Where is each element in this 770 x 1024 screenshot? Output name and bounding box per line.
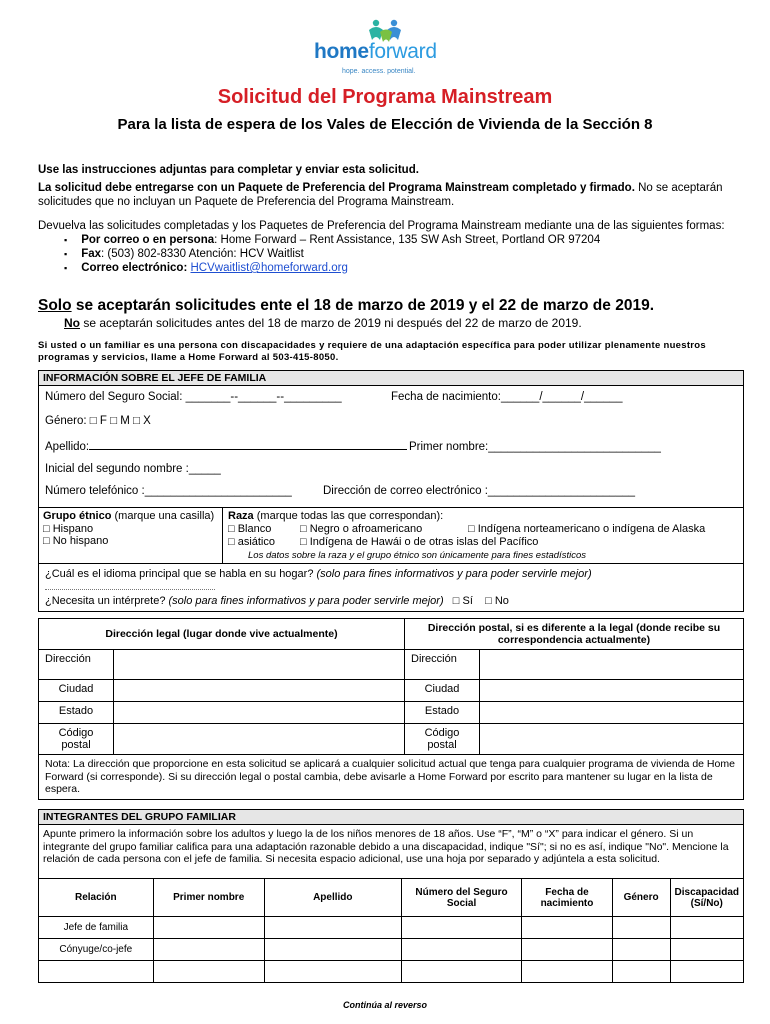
email-field[interactable]: Dirección de correo electrónico :_______________________ bbox=[323, 485, 636, 497]
cell-input[interactable] bbox=[670, 961, 743, 983]
table-row bbox=[39, 917, 744, 939]
ethnicity-hispanic-checkbox[interactable]: □ Hispano bbox=[43, 522, 94, 535]
col-ssn: Número del Seguro Social bbox=[401, 879, 521, 917]
cell-input[interactable] bbox=[264, 961, 401, 983]
cell-input[interactable] bbox=[153, 961, 264, 983]
interpreter-yes-checkbox[interactable]: □ Sí bbox=[452, 595, 473, 607]
race-asian-checkbox[interactable]: □ asiático bbox=[228, 535, 275, 548]
cell-input[interactable] bbox=[670, 917, 743, 939]
head-of-household-section bbox=[38, 370, 744, 612]
last-name-field[interactable]: Apellido: bbox=[45, 441, 407, 453]
postal-zip-label: Código postal bbox=[405, 724, 480, 755]
col-first-name: Primer nombre bbox=[153, 879, 264, 917]
method-fax: ▪ Fax: (503) 802-8330 Atención: HCV Waitlist bbox=[64, 247, 748, 261]
return-methods: Devuelva las solicitudes completadas y los Paquetes de Preferencia del Programa Mainstream mediante una de las siguientes formas: ▪ Por correo o en persona: Home Forward – Rent Assistance, 135 SW Ash Street, Portland OR 97204 ▪ Fax: (503) 802-8330 Atención: HCV Waitlist ▪ Correo electrónico: HCVwaitlist@homeforward.org bbox=[38, 219, 748, 275]
disability-notice: Si usted o un familiar es una persona con discapacidades y requiere de una adaptación específica para poder utilizar plenamente nuestros programas y servicios, llame a Home Forward al 503-415-8050. bbox=[38, 340, 706, 363]
page-subtitle: Para la lista de espera de los Vales de Elección de Vivienda de la Sección 8 bbox=[117, 116, 653, 133]
cell-input[interactable] bbox=[612, 917, 670, 939]
address-table bbox=[38, 618, 744, 800]
date-restriction: No se aceptarán solicitudes antes del 18 de marzo de 2019 ni después del 22 de marzo de 2019. bbox=[64, 316, 582, 330]
cell-input[interactable] bbox=[153, 939, 264, 961]
phone-field[interactable]: Número telefónico :_______________________ bbox=[45, 485, 292, 497]
cell-input[interactable] bbox=[670, 939, 743, 961]
legal-zip-label: Código postal bbox=[39, 724, 114, 755]
cell-input[interactable] bbox=[612, 961, 670, 983]
language-question[interactable]: ¿Cuál es el idioma principal que se habla en su hogar? (solo para fines informativos y para poder servirle mejor) bbox=[45, 568, 592, 580]
section-header: INFORMACIÓN SOBRE EL JEFE DE FAMILIA bbox=[39, 371, 743, 386]
logo-tagline: hope. access. potential. bbox=[342, 68, 416, 75]
household-instructions: Apunte primero la información sobre los adultos y luego la de los niños menores de 18 años. Use “F”, “M” o “X” para indicar el género. Si un integrante del grupo familiar califica para una adaptación razonable debido a una discapacidad, indique "Sí"; si no es así, indique "No". Mencione la relación de cada persona con el jefe de familia. Si necesita espacio adicional, use una hoja por separado y adjúntela a esta solicitud. bbox=[43, 828, 729, 865]
postal-state-label: Estado bbox=[405, 702, 480, 724]
race-native-american-checkbox[interactable]: □ Indígena norteamericano o indígena de Alaska bbox=[468, 522, 706, 535]
cell-input[interactable] bbox=[264, 917, 401, 939]
postal-address-header: Dirección postal, si es diferente a la legal (donde recibe su correspondencia actualmente) bbox=[405, 619, 744, 650]
cell-input[interactable] bbox=[522, 939, 612, 961]
race-group: Raza (marque todas las que correspondan): □ Blanco □ Negro o afroamericano □ Indígena norteamericano o indígena de Alaska □ asiático □ Indígena de Hawái o de otras islas del Pacífico Los datos sobre la raza y el grupo étnico son únicamente para fines estadísticos bbox=[228, 510, 740, 562]
intro-instructions: Use las instrucciones adjuntas para completar y enviar esta solicitud. bbox=[38, 164, 419, 176]
legal-city-label: Ciudad bbox=[39, 680, 114, 702]
row-relation-label[interactable] bbox=[39, 961, 154, 983]
row-relation-label: Cónyuge/co-jefe bbox=[39, 939, 154, 961]
interpreter-question: ¿Necesita un intérprete? (solo para fines informativos y para poder servirle mejor) □ Sí □ No bbox=[45, 595, 509, 607]
first-name-field[interactable]: Primer nombre:___________________________ bbox=[409, 441, 661, 453]
ethnicity-non-hispanic-checkbox[interactable]: □ No hispano bbox=[43, 535, 109, 547]
race-white-checkbox[interactable]: □ Blanco bbox=[228, 522, 272, 535]
row-relation-label: Jefe de familia bbox=[39, 917, 154, 939]
postal-state-input[interactable] bbox=[480, 702, 744, 724]
postal-street-input[interactable] bbox=[480, 650, 744, 680]
race-pacific-islander-checkbox[interactable]: □ Indígena de Hawái o de otras islas del Pacífico bbox=[300, 535, 539, 548]
cell-input[interactable] bbox=[522, 961, 612, 983]
legal-city-input[interactable] bbox=[114, 680, 405, 702]
col-dob: Fecha de nacimiento bbox=[522, 879, 612, 917]
household-section bbox=[38, 809, 744, 879]
cell-input[interactable] bbox=[612, 939, 670, 961]
col-gender: Género bbox=[612, 879, 670, 917]
language-answer-line[interactable] bbox=[45, 589, 215, 590]
cell-input[interactable] bbox=[522, 917, 612, 939]
legal-state-input[interactable] bbox=[114, 702, 405, 724]
address-note: Nota: La dirección que proporcione en esta solicitud se aplicará a cualquier solicitud actual que tenga para cualquier programa de vivienda de Home Forward (si corresponde). Si su dirección legal o postal cambia, debe avisarle a Home Forward por escrito para mantener su lugar en la lista de espera. bbox=[39, 755, 744, 800]
household-table bbox=[38, 878, 744, 983]
gender-field[interactable]: Género: □ F □ M □ X bbox=[45, 415, 151, 427]
postal-street-label: Dirección bbox=[405, 650, 480, 680]
postal-zip-input[interactable] bbox=[480, 724, 744, 755]
divider bbox=[222, 507, 223, 563]
middle-initial-field[interactable]: Inicial del segundo nombre :_____ bbox=[45, 463, 221, 475]
race-black-checkbox[interactable]: □ Negro o afroamericano bbox=[300, 522, 423, 535]
logo-wordmark: homeforward bbox=[314, 40, 437, 63]
method-mail: ▪ Por correo o en persona: Home Forward – Rent Assistance, 135 SW Ash Street, Portland OR 97204 bbox=[64, 233, 748, 247]
legal-street-input[interactable] bbox=[114, 650, 405, 680]
col-last-name: Apellido bbox=[264, 879, 401, 917]
legal-zip-input[interactable] bbox=[114, 724, 405, 755]
legal-state-label: Estado bbox=[39, 702, 114, 724]
cell-input[interactable] bbox=[153, 917, 264, 939]
ssn-field[interactable]: Número del Seguro Social: _______--______--_________ bbox=[45, 391, 342, 403]
household-header: INTEGRANTES DEL GRUPO FAMILIAR bbox=[39, 810, 743, 825]
page-footer: Continúa al reverso bbox=[342, 1000, 428, 1010]
col-relation: Relación bbox=[39, 879, 154, 917]
race-footnote: Los datos sobre la raza y el grupo étnico son únicamente para fines estadísticos bbox=[248, 549, 586, 561]
divider bbox=[39, 507, 743, 508]
postal-city-label: Ciudad bbox=[405, 680, 480, 702]
cell-input[interactable] bbox=[401, 917, 521, 939]
ethnicity-group: Grupo étnico (marque una casilla) □ Hispano □ No hispano bbox=[43, 510, 218, 548]
dob-field[interactable]: Fecha de nacimiento:______/______/______ bbox=[391, 391, 623, 403]
cell-input[interactable] bbox=[264, 939, 401, 961]
legal-street-label: Dirección bbox=[39, 650, 114, 680]
cell-input[interactable] bbox=[401, 961, 521, 983]
page-title: Solicitud del Programa Mainstream bbox=[217, 86, 553, 108]
intro-requirement: La solicitud debe entregarse con un Paquete de Preferencia del Programa Mainstream completado y firmado. No se aceptarán solicitudes que no incluyan un Paquete de Preferencia del Programa Mainstream. bbox=[38, 182, 723, 208]
interpreter-no-checkbox[interactable]: □ No bbox=[485, 595, 509, 607]
divider bbox=[39, 563, 743, 564]
col-disability: Discapacidad (Sí/No) bbox=[670, 879, 743, 917]
home-forward-logo bbox=[300, 18, 470, 78]
table-row bbox=[39, 961, 744, 983]
table-row bbox=[39, 939, 744, 961]
cell-input[interactable] bbox=[401, 939, 521, 961]
method-email: ▪ Correo electrónico: HCVwaitlist@homeforward.org bbox=[64, 261, 748, 275]
date-window: Solo se aceptarán solicitudes ente el 18 de marzo de 2019 y el 22 de marzo de 2019. bbox=[38, 297, 654, 314]
email-link[interactable]: HCVwaitlist@homeforward.org bbox=[190, 262, 348, 274]
legal-address-header: Dirección legal (lugar donde vive actualmente) bbox=[39, 619, 405, 650]
postal-city-input[interactable] bbox=[480, 680, 744, 702]
